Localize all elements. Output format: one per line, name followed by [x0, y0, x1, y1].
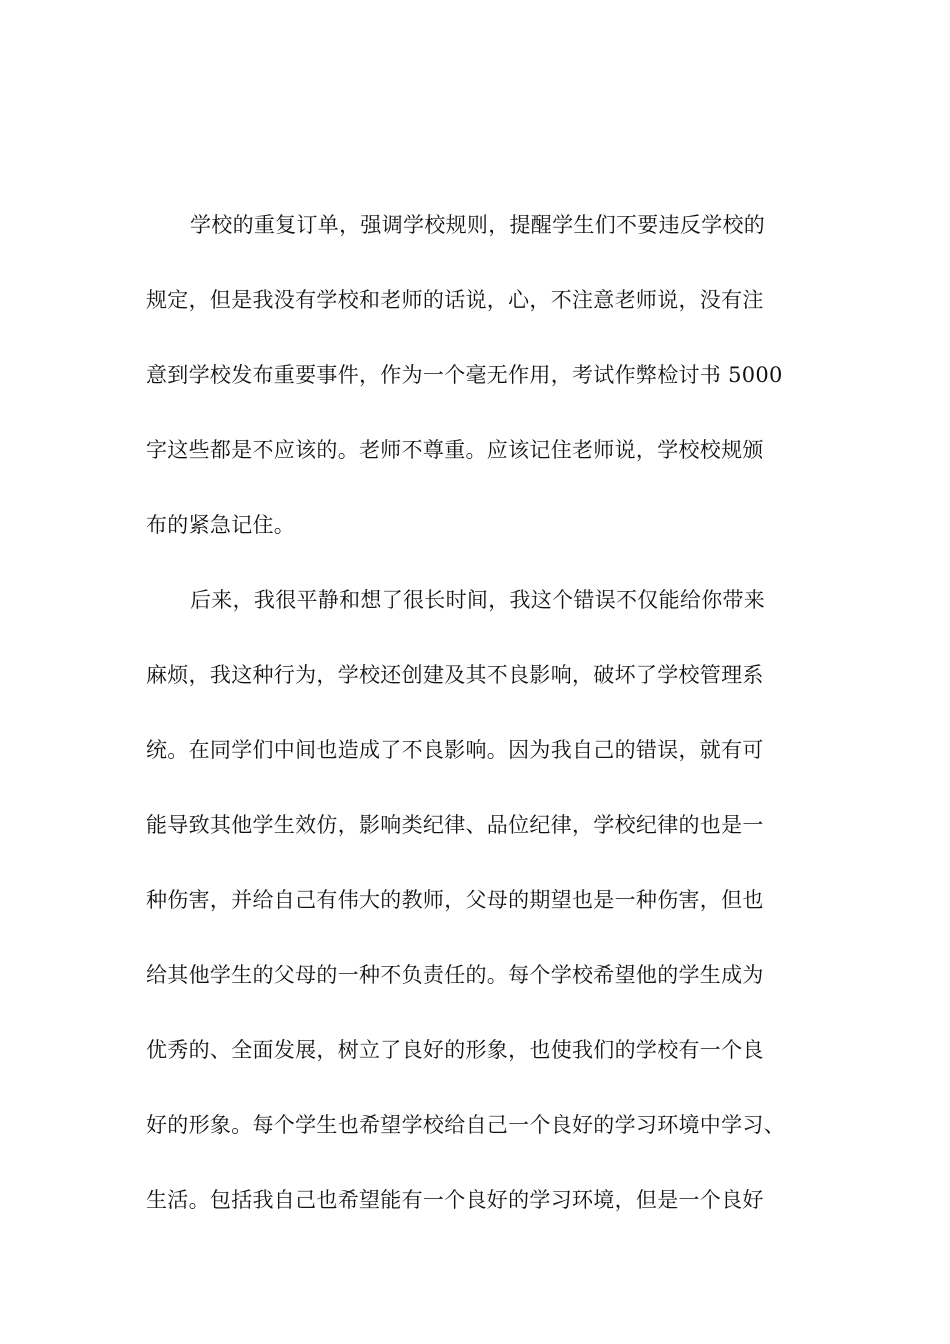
- text-line: 种伤害，并给自己有伟大的教师，父母的期望也是一种伤害，但也: [146, 888, 764, 912]
- text-line: 好的形象。每个学生也希望学校给自己一个良好的学习环境中学习、: [146, 1113, 785, 1137]
- text-line: 后来，我很平静和想了很长时间，我这个错误不仅能给你带来: [190, 588, 766, 612]
- body-text: [146, 205, 826, 1255]
- text-line: 能导致其他学生效仿，影响类纪律、品位纪律，学校纪律的也是一: [146, 813, 764, 837]
- text-line: 生活。包括我自己也希望能有一个良好的学习环境，但是一个良好: [146, 1188, 764, 1212]
- text-line: 统。在同学们中间也造成了不良影响。因为我自己的错误，就有可: [146, 738, 764, 762]
- text-line: 学校的重复订单，强调学校规则，提醒学生们不要违反学校的: [190, 213, 766, 237]
- text-line: 优秀的、全面发展，树立了良好的形象，也使我们的学校有一个良: [146, 1038, 764, 1062]
- text-line: 规定，但是我没有学校和老师的话说，心，不注意老师说，没有注: [146, 288, 764, 312]
- text-line: 字这些都是不应该的。老师不尊重。应该记住老师说，学校校规颁: [146, 438, 764, 462]
- paragraph-2: [146, 580, 826, 1255]
- text-line: 麻烦，我这种行为，学校还创建及其不良影响，破坏了学校管理系: [146, 663, 764, 687]
- text-line: 给其他学生的父母的一种不负责任的。每个学校希望他的学生成为: [146, 963, 764, 987]
- paragraph-1: [146, 205, 826, 580]
- text-line: 意到学校发布重要事件，作为一个毫无作用，考试作弊检讨书 5000: [146, 363, 783, 387]
- text-line: 布的紧急记住。: [146, 513, 296, 537]
